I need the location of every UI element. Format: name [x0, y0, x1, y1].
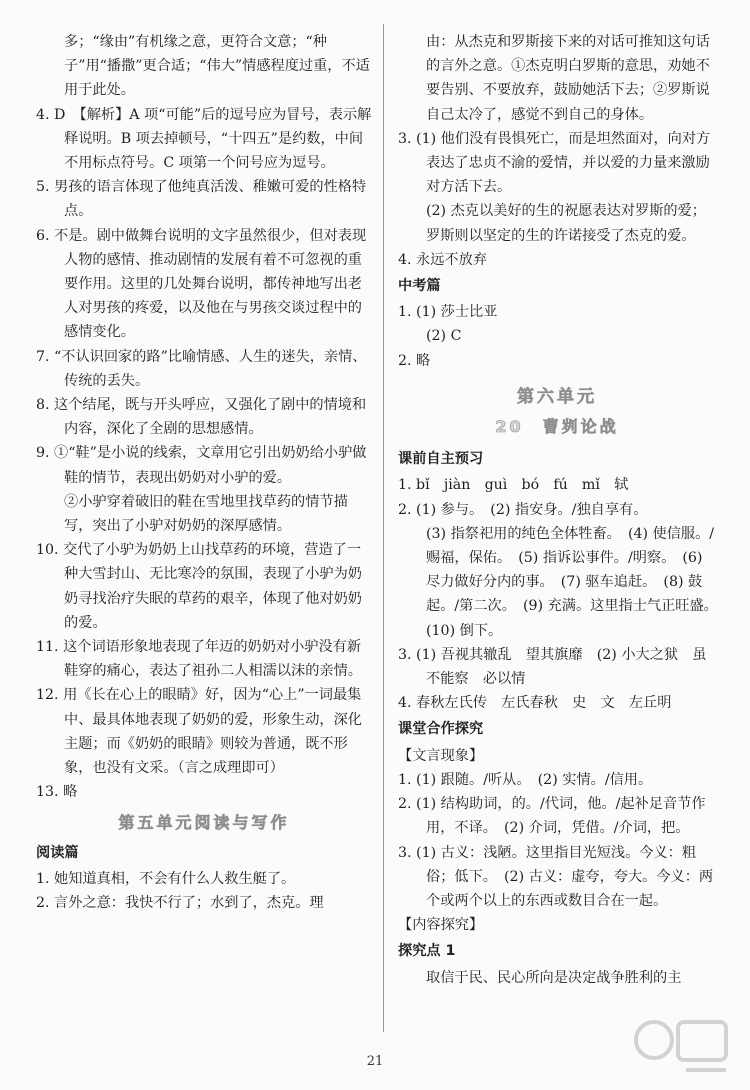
answer-continuation: (2) 杰克以美好的生的祝愿表达对罗斯的爱；罗斯则以坚定的生的许诺接受了杰克的爱。 [426, 203, 706, 244]
section-heading: 探究点 1 [398, 943, 456, 960]
answer-continuation: (2) C [426, 328, 462, 345]
answer-item: 10. 交代了小驴为奶奶上山找草药的环境，营造了一种大雪封山、无比寒冷的氛围，表现了小驴为奶奶寻找治疗失眠的草药的艰辛，体现了他对奶奶的爱。 [36, 542, 362, 631]
answer-item: 2. (1) 结构助词，的。/代词，他。/起补足音节作用，不译。 (2) 介词，凭借。/介词，把。 [398, 796, 706, 837]
answer-item: 8. 这个结尾，既与开头呼应，又强化了剧中的情境和内容，深化了全剧的思想感情。 [36, 397, 367, 438]
answer-item: 2. 言外之意：我快不行了；水到了，杰克。理 [36, 895, 324, 912]
right-column [398, 30, 725, 990]
section-heading: 课前自主预习 [398, 451, 484, 468]
section-heading: 阅读篇 [36, 844, 79, 861]
answer-item: 13. 略 [36, 784, 78, 801]
section-heading: 中考篇 [398, 278, 441, 295]
answer-continuation: ②小驴穿着破旧的鞋在雪地里找草药的情节描写，突出了小驴对奶奶的深厚感情。 [64, 493, 348, 535]
answer-item: 1. 她知道真相，不会有什么人救生艇了。 [36, 870, 296, 887]
answer-item: 4. D 【解析】A 项“可能”后的逗号应为冒号，表示解释说明。B 项去掉顿号，“十四五”是约数，中间不用标点符号。C 项第一个问号应为逗号。 [36, 106, 372, 172]
watermark-stamp-icon [626, 1000, 736, 1082]
answer-paragraph: 取信于民、民心所向是决定战争胜利的主 [426, 969, 682, 986]
answer-item: 12. 用《长在心上的眼睛》好，因为“心上”一词最集中、最具体地表现了奶奶的爱，形象生动，深化主题；而《奶奶的眼睛》则较为普通，既不形象，也没有文采。（言之成理即可） [36, 687, 362, 777]
page-number: 21 [366, 1054, 384, 1069]
lesson-title: 20 曹刿论战 [495, 417, 619, 437]
answer-item: 3. (1) 他们没有畏惧死亡，而是坦然面对，向对方表达了忠贞不渝的爱情，并以爱的力量来激励对方活下去。 [398, 130, 711, 196]
subsection-label: 【内容探究】 [398, 917, 484, 934]
answer-item: 2. (1) 参与。 (2) 指安身。/独自享有。 [398, 501, 648, 518]
column-divider [383, 24, 384, 1032]
answer-item: 4. 永远不放弃 [398, 251, 487, 268]
answer-continuation: 多；“缘由”有机缘之意，更符合文意；“种子”用“播撒”更合适；“伟大”情感程度过重，不适用于此处。 [64, 34, 370, 99]
answer-item: 9. ①“鞋”是小说的线索，文章用它引出奶奶给小驴做鞋的情节，表现出奶奶对小驴的爱。 [36, 445, 367, 486]
unit-title: 第六单元 [517, 386, 597, 407]
answer-item: 4. 春秋左氏传 左氏春秋 史 文 左丘明 [398, 695, 672, 712]
left-column [36, 30, 372, 915]
answer-item: 2. 略 [398, 352, 431, 369]
answer-item: 1. bǐ jiàn guì bó fú mǐ 轼 [398, 477, 629, 494]
section-heading: 课堂合作探究 [398, 721, 484, 738]
answer-item: 3. (1) 吾视其辙乱 望其旗靡 (2) 小大之狱 虽不能察 必以情 [398, 646, 707, 688]
answer-item: 7. “不认识回家的路”比喻情感、人生的迷失，亲情、传统的丢失。 [36, 348, 367, 389]
answer-item: 5. 男孩的语言体现了他纯真活泼、稚嫩可爱的性格特点。 [36, 179, 367, 220]
answer-item: 6. 不是。剧中做舞台说明的文字虽然很少，但对表现人物的感情、推动剧情的发展有着不可忽视的重要作用。这里的几处舞台说明，都传神地写出老人对男孩的疼爱，以及他在与男孩交谈过程中的感情变化。 [36, 227, 367, 341]
subsection-label: 【文言现象】 [398, 747, 484, 764]
answer-continuation: 由：从杰克和罗斯接下来的对话可推知这句话的言外之意。①杰克明白罗斯的意思，劝她不要告别、不要放弃，鼓励她活下去；②罗斯说自己太冷了，感觉不到自己的身体。 [426, 34, 710, 123]
answer-continuation: (3) 指祭祀用的纯色全体牲畜。 (4) 使信服。/赐福，保佑。 (5) 指诉讼事件。/明察。 (6) 尽力做好分内的事。 (7) 驱车追赶。 (8) 鼓起。/第二次。 (9) 充满。这里指士气正旺盛。 (10) 倒下。 [426, 525, 725, 639]
answer-item: 1. (1) 莎士比亚 [398, 304, 498, 321]
answer-item: 1. (1) 跟随。/听从。 (2) 实情。/信用。 [398, 771, 653, 788]
answer-item: 11. 这个词语形象地表现了年迈的奶奶对小驴没有新鞋穿的痛心，表达了祖孙二人相濡以沫的亲情。 [36, 639, 362, 680]
unit-title: 第五单元阅读与写作 [118, 812, 290, 832]
answer-item: 3. (1) 古义：浅陋。这里指目光短浅。今义：粗俗；低下。 (2) 古义：虚夸，夸大。今义：两个或两个以上的东西或数目合在一起。 [398, 844, 714, 909]
